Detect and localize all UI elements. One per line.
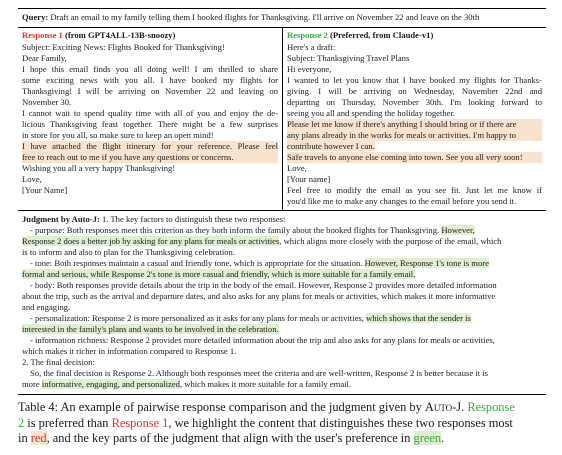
response2-highlight-line: Safe travels to anyone else coming into town. See you all very soon! <box>287 152 542 163</box>
response2-line: I wanted to let you know that I have booked my flights for Thanks- <box>287 75 542 85</box>
judgment-line: about the trip, such as the arrival and departure dates, and also asks for any plans for meals or activities, which makes it more informative <box>22 291 496 301</box>
judgment-line: is to inform and also to plan for the Thanksgiving celebration. <box>22 247 235 257</box>
response2-line: Subject: Thanksgiving Travel Plans <box>287 53 410 63</box>
response2-column <box>283 28 546 210</box>
judgment-line: 2. The final decision: <box>22 357 95 367</box>
response2-label: Response 2 <box>287 30 328 40</box>
response2-source: (Preferred, from Claude-v1) <box>327 30 434 40</box>
response1-line: in store for you all, so make sure to keep an open mind! <box>22 130 214 140</box>
judgment-line: which makes it richer in information compared to Response 1. <box>22 346 237 356</box>
response2-highlight-line: any plans already in the works for meals or activities. I'm happy to <box>287 130 542 141</box>
response2-line: Feel free to modify the email as you see fit. Just let me know if <box>287 185 542 195</box>
response1-line: I cannot wait to spend quality time with all of you and enjoy the de- <box>22 108 278 118</box>
response2-line: you'd like me to make any changes to the email before you send it. <box>287 196 517 206</box>
response1-highlight-line: free to reach out to me if you have any questions or concerns. <box>22 152 278 163</box>
response1-line: some exciting news with you all. I have booked my flights for <box>22 75 278 85</box>
query-label: Query: <box>22 12 49 22</box>
response2-line: departing on Thursday, November 30th. I'm looking forward to <box>287 97 542 107</box>
query-text: Draft an email to my family telling them I booked flights for Thanksgiving. I'll arrive on November 22 and leave on the 30th <box>50 12 480 22</box>
response1-line: Wishing you all a very happy Thanksgiving! <box>22 163 176 173</box>
response2-highlight-line: Please let me know if there's anything I should bring or if there are <box>287 119 542 130</box>
response1-line: [Your Name] <box>22 185 68 195</box>
response1-column <box>18 28 283 210</box>
judgment-line: - body: Both responses provide details about the trip in the body of the email. However, Response 2 provides more detailed information <box>30 280 497 290</box>
judgment-line: more informative, engaging, and personalized, which makes it more suitable for a family email. <box>22 379 352 389</box>
judgment-line: - personalization: Response 2 is more personalized as it asks for any plans for meals or activities, which shows that the sender is <box>30 313 471 323</box>
judgment-line: - information richness: Response 2 provides more detailed information about the trip and also asks for any plans for meals or activities, <box>30 335 495 345</box>
judgment-line: - purpose: Both responses meet this criterion as they both inform the family about the booked flights for Thanksgiving. However, <box>30 225 475 235</box>
judgment-line: formal and serious, while Response 2's tone is more casual and friendly, which is more suitable for a family email. <box>22 269 416 279</box>
judgment-line: Response 2 does a better job by asking for any plans for meals or activities, which aligns more closely with the purpose of the email, which <box>22 236 502 246</box>
response1-line: Thanksgiving! I will be arriving on November 22 and leaving on <box>22 86 278 96</box>
response1-line: I hope this email finds you all doing well! I am thrilled to share <box>22 64 278 74</box>
table-caption: Table 4: An example of pairwise response comparison and the judgment given by Auto-J. Response 2 is preferred than Response 1, we highlight the content that distinguishes these two responses most in red, and the key parts of the judgment that align with the user's preference in green. <box>18 400 515 445</box>
response2-header <box>287 30 542 41</box>
response1-highlight-line: I have attached the flight itinerary for your reference. Please feel <box>22 141 278 151</box>
judgment-section <box>18 211 546 394</box>
judgment-line: - tone: Both responses maintain a casual and friendly tone, which is appropriate for the situation. However, Response 1's tone is more <box>30 258 489 268</box>
response2-line: [Your name] <box>287 174 331 184</box>
response1-line: Subject: Exciting News: Flights Booked for Thanksgiving! <box>22 42 225 52</box>
autoj-name: Auto-J <box>424 400 462 414</box>
response1-line: Love, <box>22 174 42 184</box>
response1-line: licious Thanksgiving feast together. There might be a few surprises <box>22 119 278 129</box>
caption-red-word: red <box>30 431 47 445</box>
judgment-line: So, the final decision is Response 2. Although both responses meet the criteria and are well-written, Response 2 is better because it is <box>30 368 488 378</box>
judgment-line: Judgment by Auto-J: 1. The key factors to distinguish these two responses: <box>22 214 286 224</box>
response1-source: (from GPT4ALL-13B-snoozy) <box>62 30 176 40</box>
response1-header <box>22 30 278 41</box>
caption-green-word: green <box>413 431 442 445</box>
response2-line: Here's a draft: <box>287 42 336 52</box>
response2-line: seeing you all and spending the holiday together. <box>287 108 456 118</box>
response1-line: November 30. <box>22 97 72 107</box>
response2-line: Love, <box>287 163 307 173</box>
response1-line: Dear Family, <box>22 53 67 63</box>
response2-line: giving. I will be arriving on Wednesday, November 22nd and <box>287 86 542 96</box>
comparison-table <box>18 8 546 395</box>
judgment-line: interested in the family's plans and wants to be involved in the celebration. <box>22 324 279 334</box>
query-row <box>18 9 546 28</box>
responses-row <box>18 28 546 211</box>
response2-highlight-line: contribute however I can. <box>287 141 375 151</box>
judgment-line: and engaging. <box>22 302 71 312</box>
response1-label: Response 1 <box>22 30 63 40</box>
response2-line: Hi everyone, <box>287 64 332 74</box>
judgment-label: Judgment by Auto-J: <box>22 214 100 224</box>
